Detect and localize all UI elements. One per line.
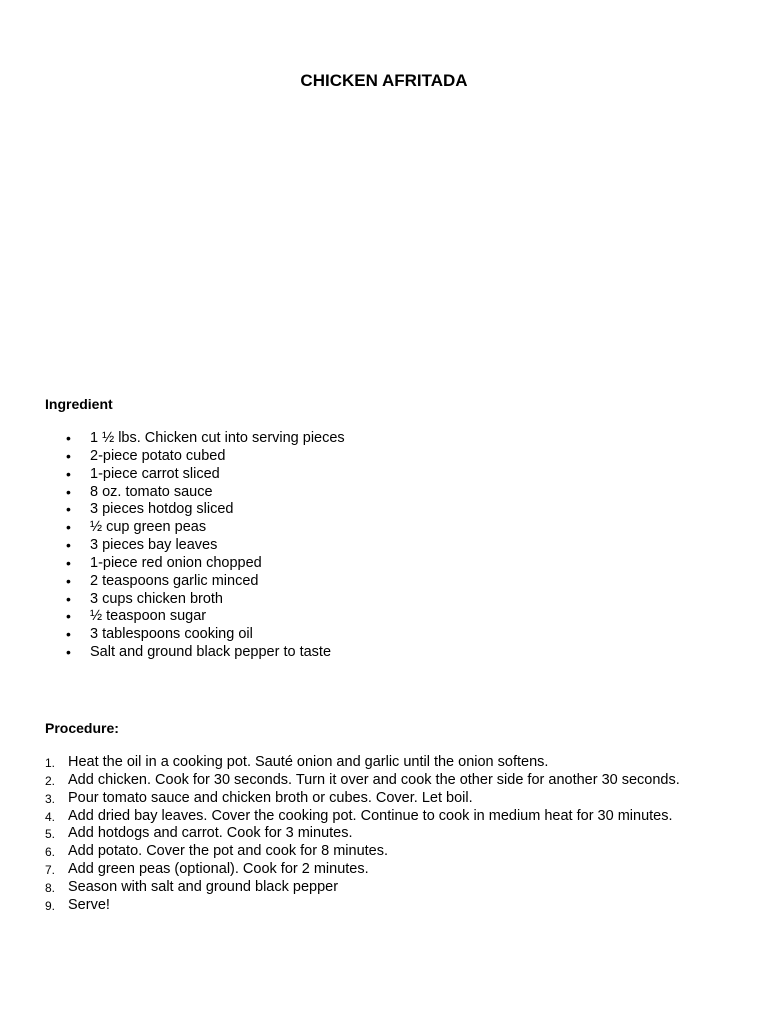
bullet-icon: • (66, 590, 71, 607)
bullet-icon: • (66, 644, 71, 661)
list-item (0, 519, 345, 537)
list-item (0, 644, 345, 662)
step-number: 6. (45, 845, 56, 860)
list-item (0, 430, 345, 448)
ingredient-text: Salt and ground black pepper to taste (90, 644, 332, 661)
bullet-icon: • (66, 465, 71, 482)
ingredients-list (0, 430, 345, 662)
step-number: 9. (45, 898, 56, 913)
ingredient-text: 1-piece carrot sliced (90, 465, 220, 482)
step-text: Add dried bay leaves. Cover the cooking pot. Continue to cook in medium heat for 30 minutes. (68, 807, 673, 824)
procedure-step (0, 754, 721, 772)
procedure-list (0, 754, 768, 915)
procedure-step (0, 879, 721, 897)
bullet-icon: • (66, 430, 71, 446)
step-text: Add green peas (optional). Cook for 2 minutes. (68, 861, 369, 878)
procedure-step (0, 897, 721, 915)
ingredient-text: 3 pieces hotdog sliced (90, 501, 234, 518)
recipe-title: CHICKEN AFRITADA (300, 71, 468, 90)
step-text: Add potato. Cover the pot and cook for 8 minutes. (68, 843, 388, 860)
list-item (0, 537, 345, 555)
procedure-step (0, 808, 721, 826)
step-number: 7. (45, 863, 56, 878)
bullet-icon: • (66, 483, 71, 500)
step-text: Pour tomato sauce and chicken broth or cubes. Cover. Let boil. (68, 789, 473, 806)
step-number: 4. (45, 809, 56, 824)
ingredient-text: ½ teaspoon sugar (90, 608, 207, 625)
procedure-step (0, 861, 721, 879)
ingredient-text: 2 teaspoons garlic minced (90, 572, 259, 589)
ingredient-text: 3 tablespoons cooking oil (90, 626, 253, 643)
bullet-icon: • (66, 626, 71, 643)
list-item (0, 608, 345, 626)
step-text: Heat the oil in a cooking pot. Sauté onion and garlic until the onion softens. (68, 754, 549, 770)
procedure-step (0, 790, 721, 808)
list-item (0, 591, 345, 609)
list-item (0, 573, 345, 591)
step-number: 3. (45, 791, 56, 806)
bullet-icon: • (66, 554, 71, 571)
list-item (0, 555, 345, 573)
list-item (0, 484, 345, 502)
list-item (0, 466, 345, 484)
bullet-icon: • (66, 447, 71, 464)
bullet-icon: • (66, 519, 71, 536)
bullet-icon: • (66, 501, 71, 518)
procedure-step (0, 772, 721, 790)
list-item (0, 448, 345, 466)
procedure-step (0, 825, 721, 843)
bullet-icon: • (66, 572, 71, 589)
ingredient-text: 1 ½ lbs. Chicken cut into serving pieces (90, 430, 345, 446)
step-number: 8. (45, 880, 56, 895)
bullet-icon: • (66, 608, 71, 625)
ingredient-text: 3 pieces bay leaves (90, 537, 218, 554)
step-number: 2. (45, 773, 56, 788)
step-text: Serve! (68, 896, 110, 913)
procedure-heading: Procedure: (45, 720, 119, 736)
ingredient-text: 2-piece potato cubed (90, 447, 226, 464)
ingredient-text: 8 oz. tomato sauce (90, 483, 213, 500)
step-number: 5. (45, 827, 56, 842)
list-item (0, 501, 345, 519)
step-text: Season with salt and ground black pepper (68, 878, 339, 895)
step-number: 1. (45, 756, 56, 770)
ingredients-heading: Ingredient (45, 396, 113, 412)
procedure-step (0, 843, 721, 861)
ingredient-text: 3 cups chicken broth (90, 590, 223, 607)
step-text: Add chicken. Cook for 30 seconds. Turn it over and cook the other side for another 30 seconds. (68, 771, 680, 788)
ingredient-text: ½ cup green peas (90, 519, 207, 536)
list-item (0, 626, 345, 644)
ingredient-text: 1-piece red onion chopped (90, 554, 262, 571)
step-text: Add hotdogs and carrot. Cook for 3 minutes. (68, 825, 353, 842)
bullet-icon: • (66, 537, 71, 554)
